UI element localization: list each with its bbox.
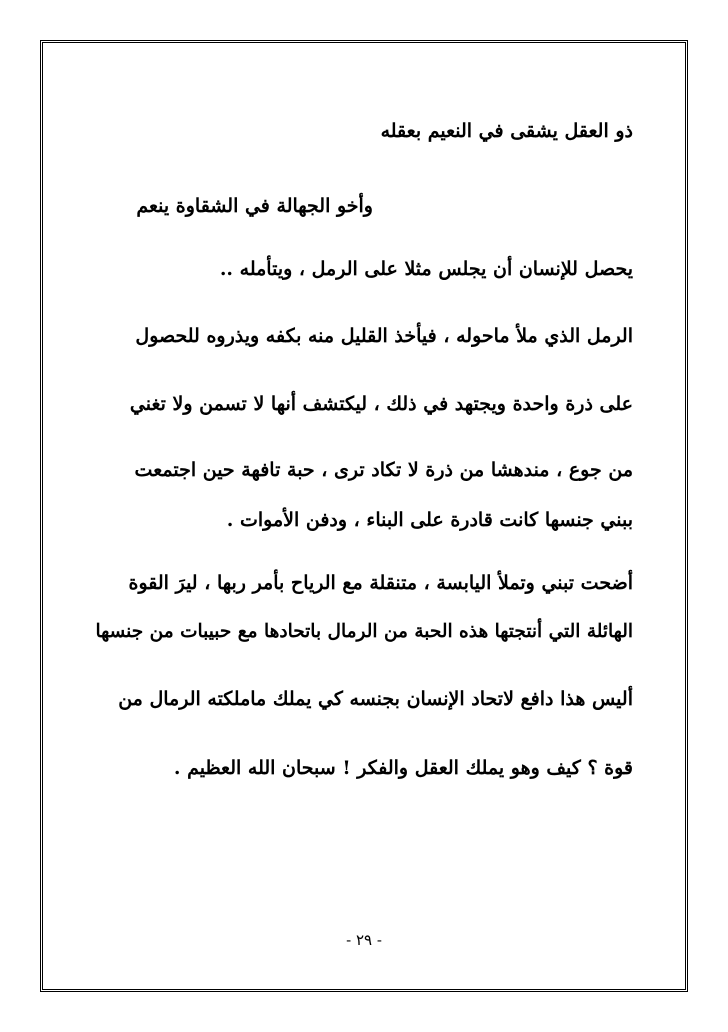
body-line-6: أضحت تبني وتملأ اليابسة ، متنقلة مع الرياح بأمر ربها ، ليرَ القوة bbox=[128, 572, 633, 594]
page-number: - ٢٩ - bbox=[346, 931, 382, 949]
verse-line-1: ذو العقل يشقى في النعيم بعقله bbox=[380, 120, 633, 142]
body-line-4: من جوع ، مندهشا من ذرة لا تكاد ترى ، حبة تافهة حين اجتمعت bbox=[134, 459, 633, 481]
body-line-9: قوة ؟ كيف وهو يملك العقل والفكر ! سبحان الله العظيم . bbox=[173, 757, 633, 779]
body-line-2: الرمل الذي ملأ ماحوله ، فيأخذ القليل منه بكفه ويذروه للحصول bbox=[135, 325, 633, 347]
body-line-5: ببني جنسها كانت قادرة على البناء ، ودفن الأموات . bbox=[226, 509, 633, 531]
body-line-1: يحصل للإنسان أن يجلس مثلا على الرمل ، ويتأمله .. bbox=[219, 258, 633, 280]
verse-line-2: وأخو الجهالة في الشقاوة ينعم bbox=[136, 195, 373, 217]
body-line-8: أليس هذا دافع لاتحاد الإنسان بجنسه كي يملك ماملكته الرمال من bbox=[118, 688, 633, 710]
body-line-7: الهائلة التي أنتجتها هذه الحبة من الرمال باتحادها مع حبيبات من جنسها bbox=[95, 621, 633, 642]
body-line-3: على ذرة واحدة ويجتهد في ذلك ، ليكتشف أنها لا تسمن ولا تغني bbox=[129, 393, 633, 415]
